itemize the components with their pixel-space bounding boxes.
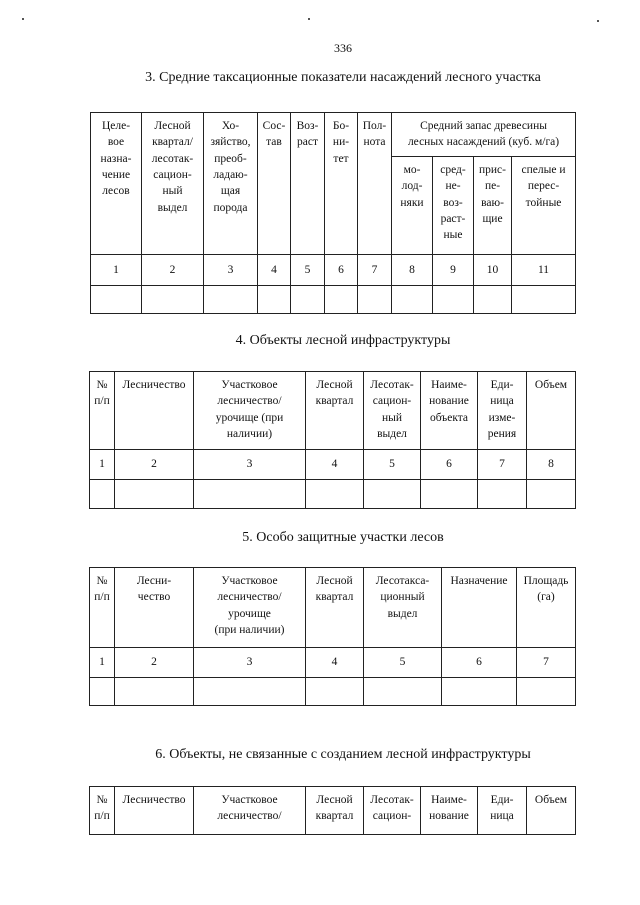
empty-cell xyxy=(474,286,512,314)
header-district-forestry: Участковое лесничество/ урочище (при наличии) xyxy=(194,568,306,648)
header-volume: Объем xyxy=(527,787,576,835)
empty-cell xyxy=(433,286,474,314)
header-row-number: № п/п xyxy=(90,787,115,835)
header-row-number: № п/п xyxy=(90,372,115,450)
empty-cell xyxy=(421,480,478,509)
empty-cell xyxy=(142,286,204,314)
column-number: 7 xyxy=(517,648,576,678)
column-number: 6 xyxy=(442,648,517,678)
column-number: 7 xyxy=(358,255,392,286)
column-number: 2 xyxy=(142,255,204,286)
header-forest-block: Лесной квартал xyxy=(306,372,364,450)
header-unit: Еди- ница изме- рения xyxy=(478,372,527,450)
empty-cell xyxy=(194,678,306,706)
empty-cell xyxy=(306,480,364,509)
column-number: 7 xyxy=(478,450,527,480)
header-district-forestry: Участковое лесничество/ урочище (при наличии) xyxy=(194,372,306,450)
column-number: 10 xyxy=(474,255,512,286)
column-number: 3 xyxy=(194,648,306,678)
empty-cell xyxy=(392,286,433,314)
empty-cell xyxy=(258,286,291,314)
header-forestry: Лесничество xyxy=(115,787,194,835)
header-forest-block: Лесной квартал xyxy=(306,787,364,835)
header-row-number: № п/п xyxy=(90,568,115,648)
empty-cell xyxy=(364,678,442,706)
subheader-mature: спелые и перес- тойные xyxy=(512,157,576,255)
header-composition: Сос- тав xyxy=(258,113,291,255)
page-number: 336 xyxy=(334,41,352,55)
empty-cell xyxy=(90,480,115,509)
header-allotment: Лесотак- сацион- xyxy=(364,787,421,835)
empty-cell xyxy=(115,678,194,706)
subheader-middle-aged: сред- не- воз- раст- ные xyxy=(433,157,474,255)
column-number: 2 xyxy=(115,450,194,480)
header-bonitet: Бо- ни- тет xyxy=(325,113,358,255)
empty-cell xyxy=(306,678,364,706)
header-block-allotment: Лесной квартал/ лесотак- сацион- ный выдел xyxy=(142,113,204,255)
section-4-title: 4. Объекты лесной инфраструктуры xyxy=(235,333,451,348)
empty-cell xyxy=(291,286,325,314)
header-forestry: Лесни- чество xyxy=(115,568,194,648)
column-number: 6 xyxy=(421,450,478,480)
column-number: 8 xyxy=(392,255,433,286)
header-forestry: Лесничество xyxy=(115,372,194,450)
empty-cell xyxy=(478,480,527,509)
header-object-name: Наиме- нование xyxy=(421,787,478,835)
column-number: 11 xyxy=(512,255,576,286)
column-number: 3 xyxy=(194,450,306,480)
column-number: 6 xyxy=(325,255,358,286)
empty-cell xyxy=(442,678,517,706)
column-number: 9 xyxy=(433,255,474,286)
empty-cell xyxy=(91,286,142,314)
subheader-ripening: прис- пе- ваю- щие xyxy=(474,157,512,255)
header-allotment: Лесотак- сацион- ный выдел xyxy=(364,372,421,450)
column-number: 2 xyxy=(115,648,194,678)
empty-cell xyxy=(115,480,194,509)
column-number: 1 xyxy=(90,450,115,480)
header-forest-block: Лесной квартал xyxy=(306,568,364,648)
table-protective-areas xyxy=(89,567,576,706)
column-number: 4 xyxy=(306,648,364,678)
section-3-title: 3. Средние таксационные показатели насаждений лесного участка xyxy=(145,70,541,85)
header-unit: Еди- ница xyxy=(478,787,527,835)
header-object-name: Наиме- нование объекта xyxy=(421,372,478,450)
empty-cell xyxy=(512,286,576,314)
header-purpose: Назначение xyxy=(442,568,517,648)
empty-cell xyxy=(517,678,576,706)
header-allotment: Лесотакса- ционный выдел xyxy=(364,568,442,648)
empty-cell xyxy=(325,286,358,314)
empty-cell xyxy=(194,480,306,509)
header-timber-stock: Средний запас древесины лесных насаждений (куб. м/га) xyxy=(392,113,576,157)
section-5-title: 5. Особо защитные участки лесов xyxy=(242,530,444,545)
empty-cell xyxy=(204,286,258,314)
subheader-young: мо- лод- няки xyxy=(392,157,433,255)
column-number: 4 xyxy=(258,255,291,286)
empty-cell xyxy=(90,678,115,706)
column-number: 5 xyxy=(364,450,421,480)
empty-cell xyxy=(358,286,392,314)
header-density: Пол- нота xyxy=(358,113,392,255)
column-number: 5 xyxy=(364,648,442,678)
column-number: 1 xyxy=(91,255,142,286)
empty-cell xyxy=(527,480,576,509)
header-area: Площадь (га) xyxy=(517,568,576,648)
column-number: 3 xyxy=(204,255,258,286)
section-6-title: 6. Объекты, не связанные с созданием лесной инфраструктуры xyxy=(155,747,531,762)
header-age: Воз- раст xyxy=(291,113,325,255)
column-number: 5 xyxy=(291,255,325,286)
column-number: 4 xyxy=(306,450,364,480)
header-volume: Объем xyxy=(527,372,576,450)
column-number: 1 xyxy=(90,648,115,678)
header-farm-species: Хо- зяйство, преоб- ладаю- щая порода xyxy=(204,113,258,255)
table-forest-taxation xyxy=(90,112,576,314)
header-purpose: Целе- вое назна- чение лесов xyxy=(91,113,142,255)
header-district-forestry: Участковое лесничество/ xyxy=(194,787,306,835)
table-non-infrastructure-objects xyxy=(89,786,576,835)
table-forest-infrastructure xyxy=(89,371,576,509)
column-number: 8 xyxy=(527,450,576,480)
empty-cell xyxy=(364,480,421,509)
